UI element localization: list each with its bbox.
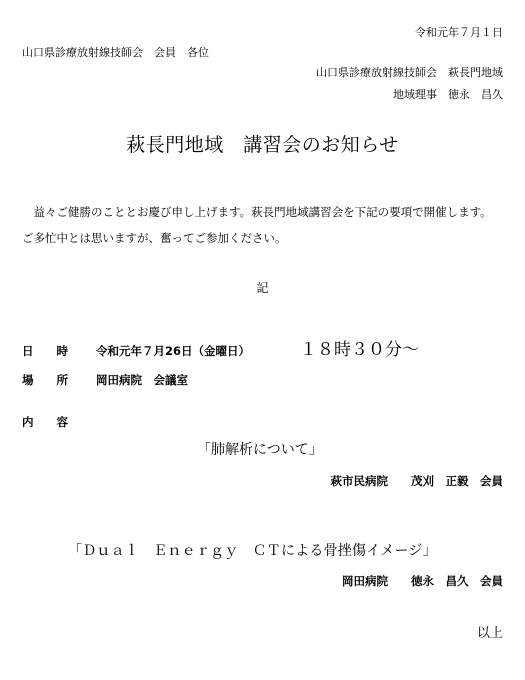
issue-date: 令和元年７月１日 xyxy=(415,26,503,39)
lecture-title: 「Ｄｕａｌ Ｅｎｅｒｇｙ ＣＴによる骨挫傷イメージ」 xyxy=(68,543,437,559)
lecture-title: 「肺解析について」 xyxy=(197,442,323,458)
place-value: 岡田病院 会議室 xyxy=(96,373,188,387)
date-value: 令和元年７月26日（金曜日） xyxy=(96,344,251,358)
sender-name: 地域理事 徳永 昌久 xyxy=(393,88,503,101)
sender-organization: 山口県診療放射線技師会 萩長門地域 xyxy=(316,66,503,79)
body-text-line-2: ご多忙中とは思いますが、奮ってご参加ください。 xyxy=(22,231,287,245)
time-value: １８時３０分～ xyxy=(300,340,419,360)
content-label: 内 容 xyxy=(22,415,68,429)
ki-heading: 記 xyxy=(256,281,269,295)
document-title: 萩長門地域 講習会のお知らせ xyxy=(126,134,399,156)
body-text-line-1: 益々ご健勝のこととお慶び申し上げます。萩長門地域講習会を下記の要項で開催します。 xyxy=(22,205,492,219)
lecture-speaker: 萩市民病院 茂刈 正毅 会員 xyxy=(330,474,503,488)
date-label: 日 時 xyxy=(22,344,68,358)
closing-ijou: 以上 xyxy=(476,626,503,641)
recipient-line: 山口県診療放射線技師会 会員 各位 xyxy=(22,46,209,59)
lecture-speaker: 岡田病院 徳永 昌久 会員 xyxy=(342,574,503,588)
place-label: 場 所 xyxy=(22,373,68,387)
